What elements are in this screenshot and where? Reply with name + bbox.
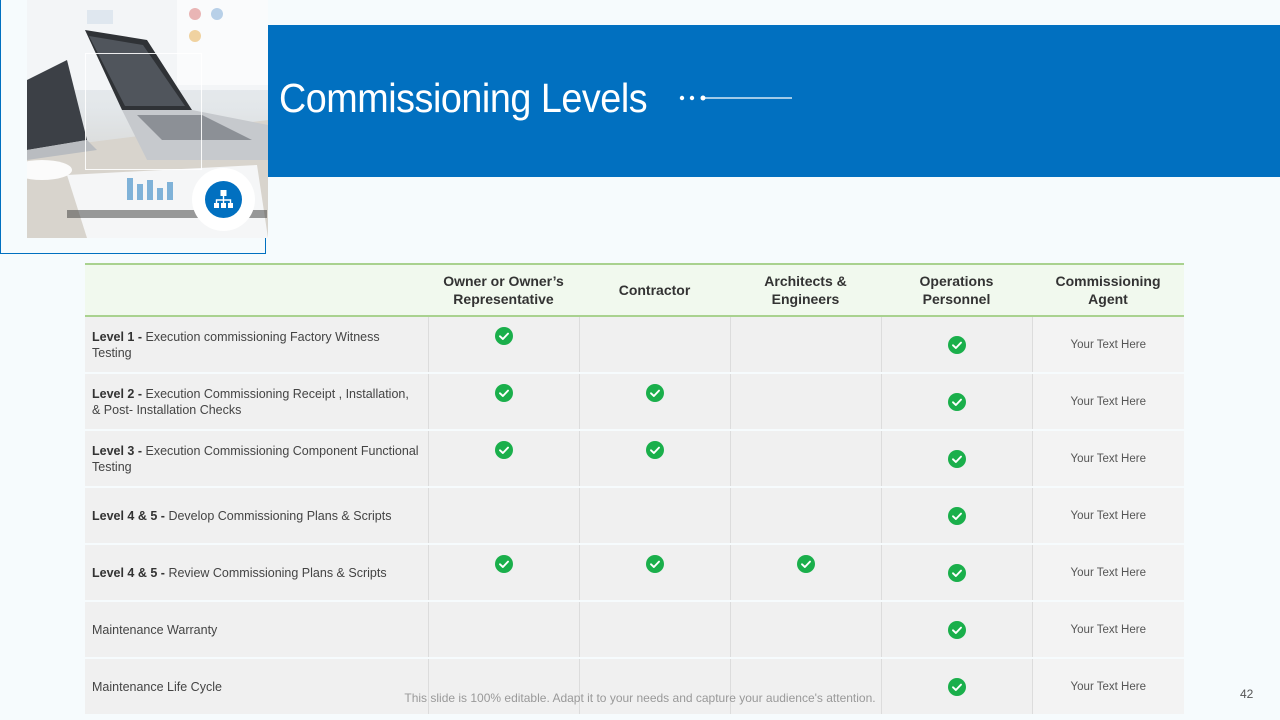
table-row (85, 373, 1184, 430)
check-cell (428, 601, 579, 658)
level-label: Level 1 - (92, 329, 146, 344)
column-header: Contractor (579, 264, 730, 316)
check-cell (579, 316, 730, 373)
level-label: Level 4 & 5 - (92, 508, 169, 523)
check-cell (579, 658, 730, 715)
check-circle-icon (948, 337, 966, 351)
check-circle-icon (495, 385, 513, 399)
agent-text: Your Text Here (1032, 658, 1184, 715)
table-row (85, 544, 1184, 601)
row-label (85, 373, 428, 430)
row-label (85, 487, 428, 544)
level-description: Maintenance Life Cycle (92, 679, 222, 694)
check-cell (579, 544, 730, 601)
row-label (85, 658, 428, 715)
dotted-line-decoration (678, 92, 794, 104)
check-cell (881, 601, 1032, 658)
column-header: Commissioning Agent (1032, 264, 1184, 316)
photo-overlay-square (85, 53, 202, 170)
row-label (85, 430, 428, 487)
check-circle-icon (797, 556, 815, 570)
table-header-row (85, 264, 1184, 316)
check-cell (730, 373, 881, 430)
check-cell (579, 601, 730, 658)
check-cell (730, 658, 881, 715)
level-label: Level 2 - (92, 386, 146, 401)
check-cell (881, 373, 1032, 430)
check-circle-icon (646, 442, 664, 456)
check-cell (428, 487, 579, 544)
table-row (85, 658, 1184, 715)
check-circle-icon (495, 556, 513, 570)
check-cell (730, 601, 881, 658)
check-circle-icon (646, 385, 664, 399)
check-circle-icon (948, 508, 966, 522)
row-label (85, 601, 428, 658)
footer-note: This slide is 100% editable. Adapt it to your needs and capture your audience's attention. (404, 691, 876, 705)
table-row (85, 316, 1184, 373)
agent-text: Your Text Here (1032, 544, 1184, 601)
agent-text: Your Text Here (1032, 601, 1184, 658)
level-description: Review Commissioning Plans & Scripts (168, 565, 387, 580)
check-circle-icon (948, 451, 966, 465)
level-description: Execution commissioning Factory Witness Testing (92, 329, 380, 360)
check-circle-icon (495, 442, 513, 456)
row-label (85, 544, 428, 601)
level-description: Execution Commissioning Component Functional Testing (92, 443, 419, 474)
hero-icon-badge (192, 168, 255, 231)
table-row (85, 601, 1184, 658)
check-cell (428, 430, 579, 487)
column-header: Architects & Engineers (730, 264, 881, 316)
page-title: Commissioning Levels (279, 75, 648, 121)
org-chart-icon (205, 181, 242, 218)
check-cell (579, 430, 730, 487)
check-cell (730, 430, 881, 487)
check-cell (881, 430, 1032, 487)
check-cell (428, 544, 579, 601)
agent-text: Your Text Here (1032, 430, 1184, 487)
check-circle-icon (646, 556, 664, 570)
check-cell (881, 544, 1032, 601)
check-cell (579, 373, 730, 430)
check-cell (881, 658, 1032, 715)
check-circle-icon (495, 328, 513, 342)
agent-text: Your Text Here (1032, 373, 1184, 430)
level-description: Execution Commissioning Receipt , Installation, & Post- Installation Checks (92, 386, 409, 417)
level-label: Level 3 - (92, 443, 146, 458)
page-number: 42 (1240, 687, 1254, 701)
check-cell (428, 658, 579, 715)
column-header (85, 264, 428, 316)
level-description: Maintenance Warranty (92, 622, 218, 637)
column-header: Owner or Owner’s Representative (428, 264, 579, 316)
check-circle-icon (948, 622, 966, 636)
check-cell (881, 487, 1032, 544)
table-row (85, 487, 1184, 544)
check-cell (428, 373, 579, 430)
check-cell (881, 316, 1032, 373)
check-cell (730, 487, 881, 544)
column-header: Operations Personnel (881, 264, 1032, 316)
check-circle-icon (948, 565, 966, 579)
table-row (85, 430, 1184, 487)
check-circle-icon (948, 394, 966, 408)
row-label (85, 316, 428, 373)
agent-text: Your Text Here (1032, 316, 1184, 373)
check-cell (730, 316, 881, 373)
check-cell (730, 544, 881, 601)
check-cell (428, 316, 579, 373)
check-cell (579, 487, 730, 544)
commissioning-table (85, 263, 1184, 716)
level-label: Level 4 & 5 - (92, 565, 169, 580)
agent-text: Your Text Here (1032, 487, 1184, 544)
level-description: Develop Commissioning Plans & Scripts (168, 508, 392, 523)
